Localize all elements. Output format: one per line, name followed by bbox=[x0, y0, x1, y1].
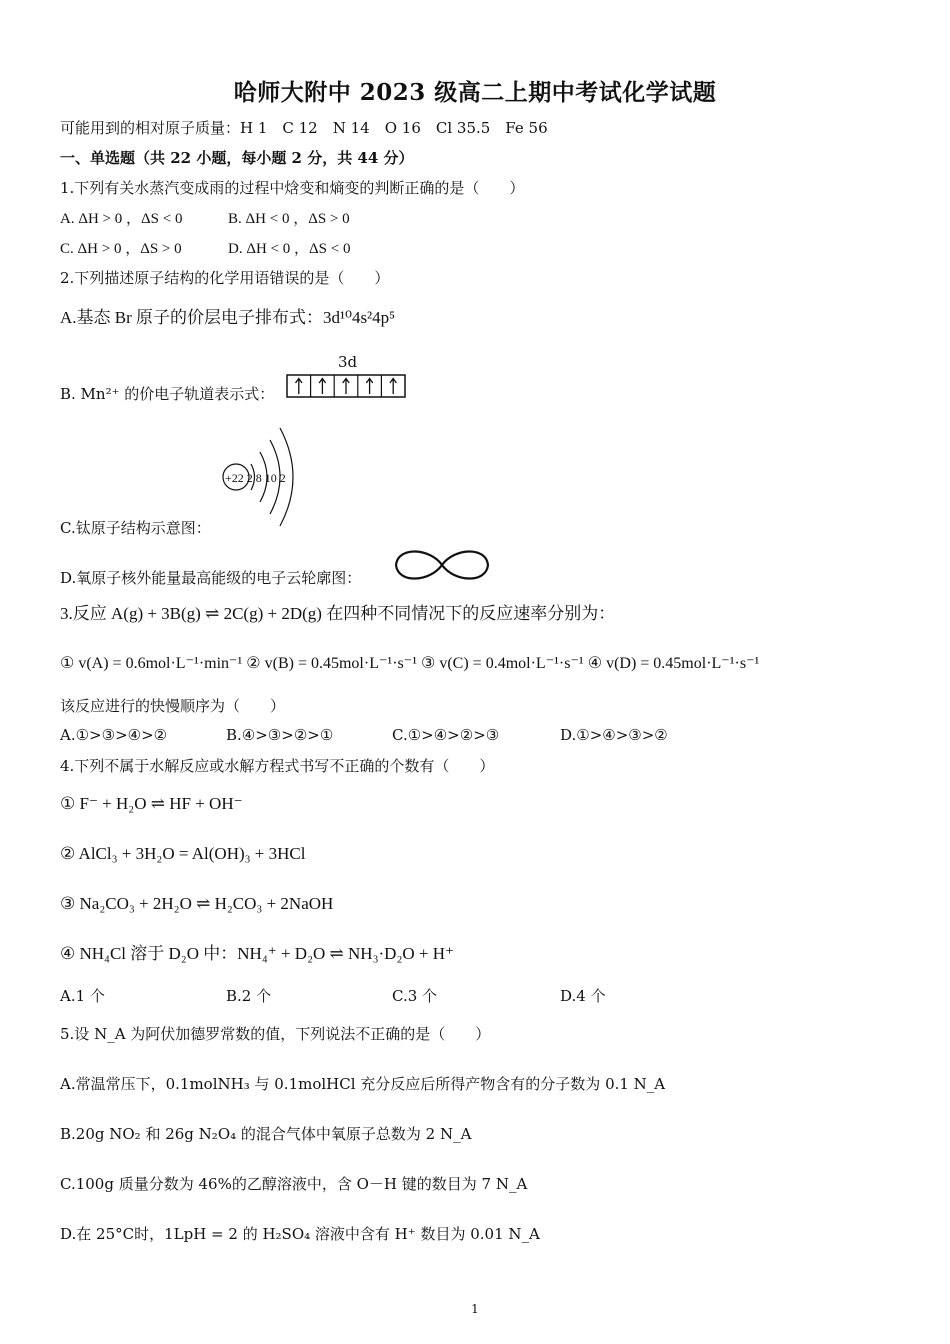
section-heading: 一、单选题（共 22 小题，每小题 2 分，共 44 分） bbox=[60, 149, 414, 167]
q4-eq4: ④ NH₄Cl 溶于 D₂O 中：NH₄⁺ + D₂O ⇌ NH₃·D₂O + H⁺ bbox=[60, 944, 454, 963]
orbital-label: 3d bbox=[338, 353, 358, 371]
q3-rates: ① v(A) = 0.6mol·L⁻¹·min⁻¹ ② v(B) = 0.45mol·L⁻¹·s⁻¹ ③ v(C) = 0.4mol·L⁻¹·s⁻¹ ④ v(D) = 0.45mol·L⁻¹·s⁻¹ bbox=[60, 655, 760, 672]
q4-option-a: A.1 个 bbox=[60, 987, 105, 1005]
q1-option-d: D. ΔH < 0 ，ΔS < 0 bbox=[228, 241, 351, 257]
q5-option-d: D.在 25°C时，1LpH = 2 的 H₂SO₄ 溶液中含有 H⁺ 数目为 0.01 N_A bbox=[60, 1225, 540, 1243]
page-number: 1 bbox=[471, 1302, 479, 1316]
q1-option-c: C. ΔH > 0 ，ΔS > 0 bbox=[60, 241, 182, 257]
q3-ask: 该反应进行的快慢顺序为（ ） bbox=[60, 697, 286, 715]
q2-stem: 2.下列描述原子结构的化学用语错误的是（ ） bbox=[60, 269, 390, 287]
orbital-boxes bbox=[286, 374, 408, 400]
q3-option-a: A.①>③>④>② bbox=[60, 726, 168, 744]
q1-stem: 1.下列有关水蒸汽变成雨的过程中焓变和熵变的判断正确的是（ ） bbox=[60, 179, 525, 197]
q5-option-b: B.20g NO₂ 和 26g N₂O₄ 的混合气体中氧原子总数为 2 N_A bbox=[60, 1125, 472, 1143]
q4-eq1: ① F⁻ + H₂O ⇌ HF + OH⁻ bbox=[60, 794, 243, 813]
q2-option-c: C.钛原子结构示意图： bbox=[60, 519, 211, 537]
titanium-atom-diagram bbox=[218, 418, 318, 530]
q5-stem: 5.设 N_A 为阿伏加德罗常数的值，下列说法不正确的是（ ） bbox=[60, 1025, 491, 1043]
q3-option-c: C.①>④>②>③ bbox=[392, 726, 500, 744]
q3-option-b: B.④>③>②>① bbox=[226, 726, 334, 744]
q4-option-c: C.3 个 bbox=[392, 987, 438, 1005]
q5-option-a: A.常温常压下，0.1molNH₃ 与 0.1molHCl 充分反应后所得产物含有的分子数为 0.1 N_A bbox=[60, 1075, 666, 1093]
q3-option-d: D.①>④>③>② bbox=[560, 726, 668, 744]
q5-option-c: C.100g 质量分数为 46%的乙醇溶液中，含 O－H 键的数目为 7 N_A bbox=[60, 1175, 528, 1193]
q4-stem: 4.下列不属于水解反应或水解方程式书写不正确的个数有（ ） bbox=[60, 757, 495, 775]
q4-eq2: ② AlCl₃ + 3H₂O = Al(OH)₃ + 3HCl bbox=[60, 844, 306, 863]
q2-option-a: A.基态 Br 原子的价层电子排布式：3d¹⁰4s²4p⁵ bbox=[60, 308, 396, 327]
q3-stem: 3.反应 A(g) + 3B(g) ⇌ 2C(g) + 2D(g) 在四种不同情况下的反应速率分别为： bbox=[60, 604, 616, 623]
exam-title: 哈师大附中 2023 级高二上期中考试化学试题 bbox=[233, 79, 717, 106]
atom-diagram-label: +22 2 8 10 2 bbox=[225, 471, 286, 485]
q4-option-d: D.4 个 bbox=[560, 987, 606, 1005]
q4-eq3: ③ Na₂CO₃ + 2H₂O ⇌ H₂CO₃ + 2NaOH bbox=[60, 894, 334, 913]
q2-option-b: B. Mn²⁺ 的价电子轨道表示式： bbox=[60, 385, 275, 403]
atomic-masses: 可能用到的相对原子质量：H 1 C 12 N 14 O 16 Cl 35.5 Fe 56 bbox=[60, 119, 548, 137]
q2-option-d: D.氧原子核外能量最高能级的电子云轮廓图： bbox=[60, 569, 362, 587]
p-orbital-icon bbox=[392, 544, 492, 586]
q4-option-b: B.2 个 bbox=[226, 987, 272, 1005]
q1-option-b: B. ΔH < 0 ，ΔS > 0 bbox=[228, 211, 350, 227]
q1-option-a: A. ΔH > 0 ，ΔS < 0 bbox=[60, 211, 183, 227]
